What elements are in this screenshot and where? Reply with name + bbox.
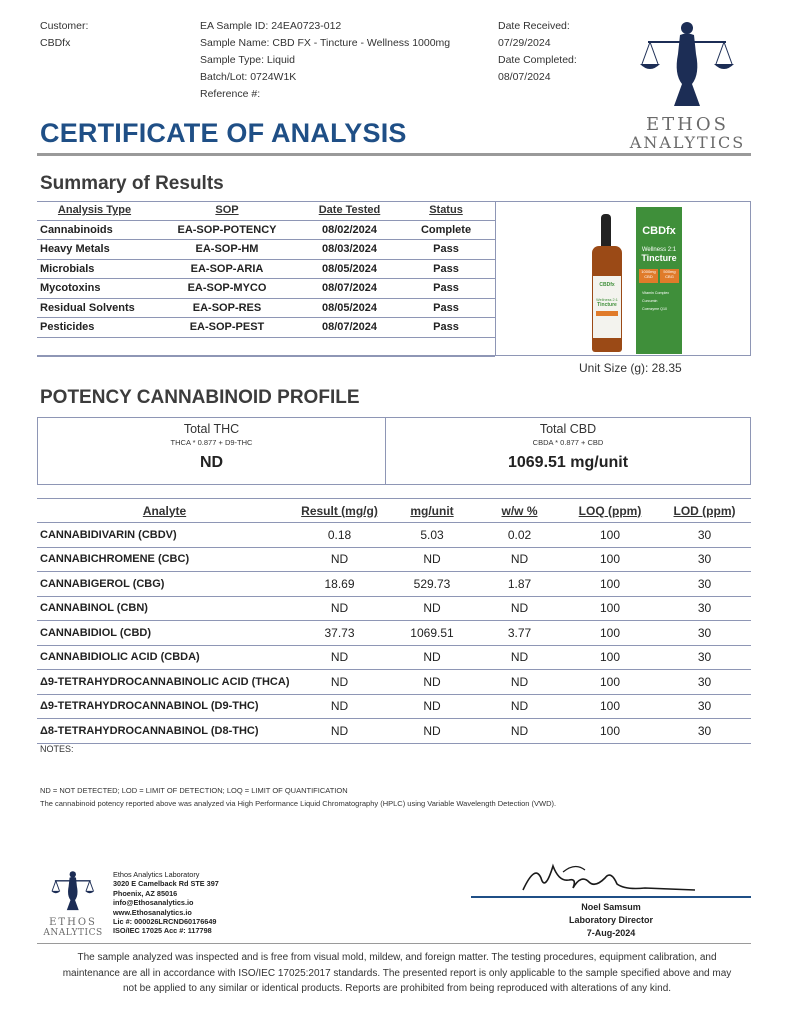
summary-cell-date: 08/05/2024 [302,298,397,318]
loq-ppm: 100 [562,596,658,621]
footer-logo-line1: ETHOS [49,917,97,928]
box-badge-cbg: 500mg CBG [660,269,679,283]
analyte-name: Δ9-TETRAHYDROCANNABINOL (D9-THC) [37,694,292,719]
summary-col-analysis: Analysis Type [57,204,132,217]
total-cbd-title: Total CBD [539,422,597,436]
summary-cell-analysis: Mycotoxins [37,279,152,299]
summary-heading: Summary of Results [40,173,224,194]
potency-col-result: Result (mg/g) [292,499,387,523]
mg-per-unit: ND [387,547,477,572]
potency-table [37,498,751,744]
total-cbd-cell [386,418,750,484]
loq-ppm: 100 [562,621,658,646]
box-bullet-3: Coenzyme Q10 [642,307,667,311]
lab-info [113,870,219,936]
summary-blank-row [37,337,495,357]
ww-percent: 3.77 [477,621,562,646]
potency-row [37,572,751,597]
total-thc-cell [38,418,386,484]
summary-table [37,201,495,357]
reference-number: Reference #: [200,88,261,100]
summary-col-status: Status [429,204,463,217]
footer-logo-line2: ANALYTICS [43,928,103,938]
summary-row [37,298,495,318]
mg-per-unit: ND [387,719,477,744]
summary-row [37,318,495,338]
dropper-cap [601,214,611,248]
result-mg-g: ND [292,719,387,744]
summary-blank-cell [397,337,495,357]
tincture-bottle [592,246,622,352]
sample-info-block [200,18,450,103]
lab-iso: ISO/IEC 17025 Acc #: 117798 [113,926,212,936]
customer-block [40,18,88,52]
summary-cell-status: Pass [397,259,495,279]
ww-percent: ND [477,645,562,670]
analyte-name: CANNABIDIOL (CBD) [37,621,292,646]
date-completed: 08/07/2024 [498,71,551,83]
summary-blank-cell [302,337,397,357]
product-box-image [636,207,682,354]
bottle-label-stripe [596,311,618,316]
box-line1: Wellness 2:1 [641,247,677,253]
potency-row [37,670,751,695]
lab-license: Lic #: 000026LRCND60176649 [113,917,217,927]
sample-type: Sample Type: Liquid [200,54,295,66]
signer-name: Noel Samsum [581,902,641,912]
scales-of-justice-small-icon [36,868,110,912]
footer-disclaimer [40,950,754,997]
date-received: 07/29/2024 [498,37,551,49]
potency-row [37,596,751,621]
result-mg-g: ND [292,645,387,670]
potency-row [37,621,751,646]
potency-col-loq: LOQ (ppm) [562,499,658,523]
summary-cell-sop: EA-SOP-MYCO [152,279,302,299]
lod-ppm: 30 [658,523,751,548]
loq-ppm: 100 [562,719,658,744]
analyte-name: CANNABINOL (CBN) [37,596,292,621]
scales-of-justice-figure-icon [620,14,755,110]
summary-cell-analysis: Heavy Metals [37,240,152,260]
result-mg-g: ND [292,694,387,719]
result-mg-g: ND [292,596,387,621]
result-mg-g: ND [292,547,387,572]
footer-rule [37,943,751,944]
ww-percent: ND [477,694,562,719]
lab-address2: Phoenix, AZ 85016 [113,888,178,898]
date-completed-label: Date Completed: [498,54,577,66]
potency-col-analyte: Analyte [37,499,292,523]
summary-row [37,279,495,299]
summary-cell-analysis: Pesticides [37,318,152,338]
signature-line [471,896,751,898]
summary-cell-status: Pass [397,279,495,299]
footer-line1: The sample analyzed was inspected and is free from visual mold, mildew, and foreign matter. The testing procedures, equipment calibration, and [77,952,717,963]
summary-cell-sop: EA-SOP-PEST [152,318,302,338]
summary-cell-sop: EA-SOP-POTENCY [152,220,302,240]
date-received-label: Date Received: [498,20,570,32]
box-bullet-2: Curcumin [642,299,658,303]
potency-row [37,645,751,670]
box-badges [636,269,682,283]
legend-note: ND = NOT DETECTED; LOD = LIMIT OF DETECTION; LOQ = LIMIT OF QUANTIFICATION [40,786,348,795]
title-rule [37,153,751,156]
sample-name: Sample Name: CBD FX - Tincture - Wellness 1000mg [200,37,451,49]
mg-per-unit: 5.03 [387,523,477,548]
bottle-label [593,276,621,338]
potency-header-row [37,499,751,523]
box-bullet-1: Vitamin Complex [642,291,670,295]
summary-cell-analysis: Cannabinoids [37,220,152,240]
lod-ppm: 30 [658,645,751,670]
mg-per-unit: ND [387,694,477,719]
analyte-name: CANNABIDIVARIN (CBDV) [37,523,292,548]
summary-cell-date: 08/07/2024 [302,279,397,299]
customer-label: Customer: [40,20,89,32]
loq-ppm: 100 [562,523,658,548]
lab-email[interactable]: info@Ethosanalytics.io [113,898,194,908]
result-mg-g: ND [292,670,387,695]
potency-row [37,547,751,572]
loq-ppm: 100 [562,572,658,597]
ww-percent: ND [477,719,562,744]
analyte-name: Δ8-TETRAHYDROCANNABINOL (D8-THC) [37,719,292,744]
lod-ppm: 30 [658,670,751,695]
bottle-label2: Tincture [597,302,617,308]
total-cbd-formula: CBDA * 0.877 + CBD [532,438,604,447]
unit-size: Unit Size (g): 28.35 [579,361,682,375]
total-thc-title: Total THC [183,422,240,436]
potency-col-lod: LOD (ppm) [658,499,751,523]
ww-percent: 0.02 [477,523,562,548]
summary-cell-date: 08/03/2024 [302,240,397,260]
method-note: The cannabinoid potency reported above was analyzed via High Performance Liquid Chromatography (HPLC) using Variable Wavelength Detection (VWD). [40,799,557,808]
summary-cell-sop: EA-SOP-ARIA [152,259,302,279]
summary-cell-date: 08/05/2024 [302,259,397,279]
page-title: CERTIFICATE OF ANALYSIS [40,118,407,148]
batch-lot: Batch/Lot: 0724W1K [200,71,297,83]
summary-blank-cell [152,337,302,357]
total-cbd-value: 1069.51 mg/unit [507,454,629,471]
lod-ppm: 30 [658,572,751,597]
total-thc-value: ND [199,454,224,471]
potency-row [37,719,751,744]
product-image-panel [495,201,751,356]
logo-line1: ETHOS [646,114,729,135]
potency-row [37,694,751,719]
dates-block [498,18,577,86]
loq-ppm: 100 [562,670,658,695]
notes-label: NOTES: [40,744,74,754]
analyte-name: CANNABIDIOLIC ACID (CBDA) [37,645,292,670]
potency-heading: POTENCY CANNABINOID PROFILE [40,387,360,408]
lod-ppm: 30 [658,719,751,744]
lod-ppm: 30 [658,547,751,572]
summary-row [37,220,495,240]
mg-per-unit: ND [387,670,477,695]
mg-per-unit: ND [387,596,477,621]
signature-date: 7-Aug-2024 [586,928,636,938]
summary-blank-cell [37,337,152,357]
signature-block [471,901,751,940]
lab-name: Ethos Analytics Laboratory [113,870,200,879]
lab-website[interactable]: www.Ethosanalytics.io [113,907,192,917]
ethos-logo [620,14,755,152]
ww-percent: 1.87 [477,572,562,597]
summary-cell-date: 08/02/2024 [302,220,397,240]
summary-col-date: Date Tested [318,204,381,217]
analyte-name: CANNABICHROMENE (CBC) [37,547,292,572]
potency-col-ww: w/w % [477,499,562,523]
ww-percent: ND [477,547,562,572]
summary-cell-sop: EA-SOP-HM [152,240,302,260]
summary-cell-status: Pass [397,318,495,338]
box-brand: CBDfx [642,225,676,237]
loq-ppm: 100 [562,645,658,670]
analyte-name: Δ9-TETRAHYDROCANNABINOLIC ACID (THCA) [37,670,292,695]
footer-logo [36,868,110,942]
lod-ppm: 30 [658,596,751,621]
logo-line2: ANALYTICS [629,133,746,152]
mg-per-unit: ND [387,645,477,670]
summary-cell-sop: EA-SOP-RES [152,298,302,318]
total-thc-formula: THCA * 0.877 + D9-THC [170,438,253,447]
summary-row [37,240,495,260]
mg-per-unit: 1069.51 [387,621,477,646]
lod-ppm: 30 [658,694,751,719]
customer-value: CBDfx [40,37,71,49]
box-badge-cbd: 1000mg CBD [639,269,658,283]
summary-cell-date: 08/07/2024 [302,318,397,338]
loq-ppm: 100 [562,694,658,719]
footer-line2: maintenance are all in accordance with ISO/IEC 17025:2017 standards. The presented report is only applicable to the sample specified above and may [62,967,732,979]
signature-image [515,860,705,898]
summary-cell-analysis: Microbials [37,259,152,279]
loq-ppm: 100 [562,547,658,572]
summary-cell-status: Pass [397,240,495,260]
analyte-name: CANNABIGEROL (CBG) [37,572,292,597]
box-line2: Tincture [641,253,677,263]
mg-per-unit: 529.73 [387,572,477,597]
result-mg-g: 18.69 [292,572,387,597]
summary-header-row [37,201,495,220]
lab-address1: 3020 E Camelback Rd STE 397 [113,879,219,889]
ww-percent: ND [477,596,562,621]
potency-row [37,523,751,548]
ww-percent: ND [477,670,562,695]
result-mg-g: 37.73 [292,621,387,646]
summary-cell-analysis: Residual Solvents [37,298,152,318]
summary-cell-status: Complete [397,220,495,240]
summary-row [37,259,495,279]
result-mg-g: 0.18 [292,523,387,548]
sample-id: EA Sample ID: 24EA0723-012 [200,20,342,32]
footer-line3: not be applied to any similar or identical products. Reports are prohibited from being reproduced with alterations of any kind. [122,983,672,994]
summary-cell-status: Pass [397,298,495,318]
box-bullets [642,289,682,313]
bottle-label1: Wellness 2:1 [596,298,618,302]
bottle-brand: CBDfx [599,282,615,288]
summary-col-sop: SOP [215,204,239,217]
lod-ppm: 30 [658,621,751,646]
totals-box [37,417,751,485]
potency-col-mgunit: mg/unit [387,499,477,523]
signer-role: Laboratory Director [568,915,654,925]
